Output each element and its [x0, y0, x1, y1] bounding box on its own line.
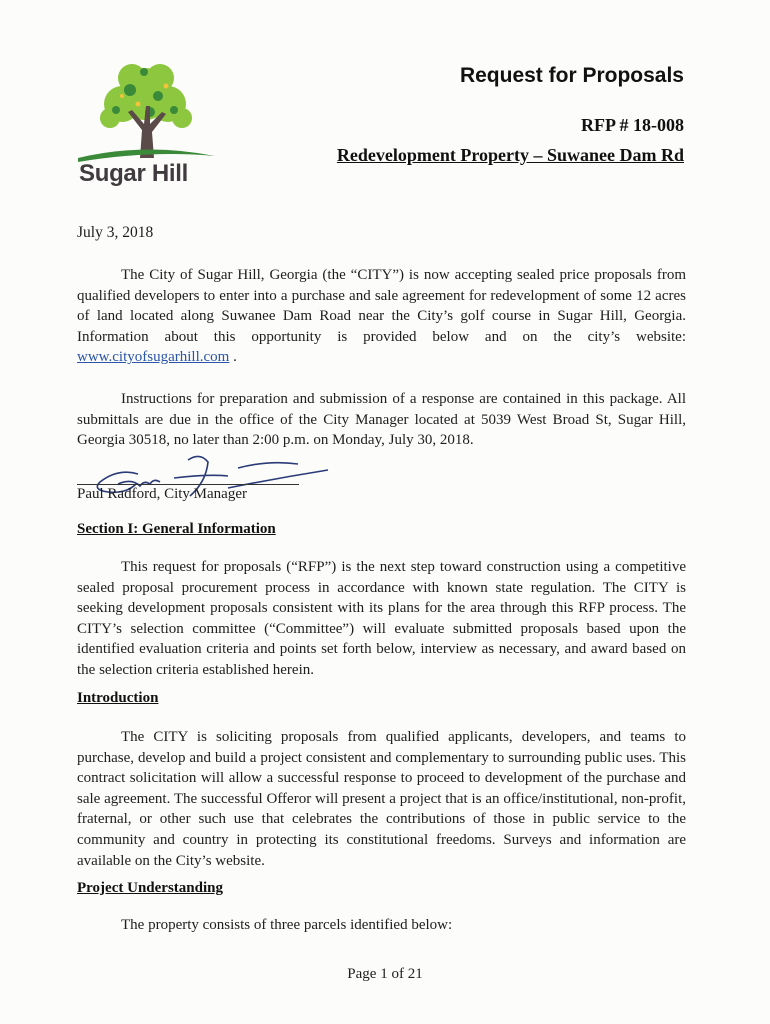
intro-text: The City of Sugar Hill, Georgia (the “CITY”) is now accepting sealed price proposals from qualified developers to enter into a purchase and sale agreement for redevelopment of some 12 acres of land located along Suwanee Dam Road near the City’s golf course in Sugar Hill, Georgia. Information about this opportunity is provided below and on the city’s website:: [77, 267, 686, 345]
signer-name: Paul Radford, City Manager: [77, 486, 247, 502]
website-link[interactable]: www.cityofsugarhill.com: [77, 349, 230, 366]
section-general-body: This request for proposals (“RFP”) is the next step toward construction using a competitive sealed proposal procurement process in accordance with known state regulation. The CITY is seeking development proposals consistent with its plans for the area through this RFP process. The CITY’s selection committee (“Committee”) will evaluate submitted proposals based upon the identified evaluation criteria and points set forth below, interview as necessary, and award based on the selection criteria established herein.: [77, 559, 686, 678]
section-project-title: Project Understanding: [77, 880, 223, 896]
letter-date: July 3, 2018: [77, 224, 154, 241]
intro-paragraph: [77, 265, 686, 368]
rfp-subject: Redevelopment Property – Suwanee Dam Rd: [336, 145, 684, 165]
document-title: Request for Proposals: [459, 64, 684, 87]
intro-end: .: [229, 349, 237, 366]
page-number: Page 1 of 21: [347, 966, 423, 982]
instructions-paragraph: Instructions for preparation and submission of a response are contained in this package. All submittals are due in the office of the City Manager located at 5039 West Broad St, Sugar Hill, Georgia 30518, no later than 2:00 p.m. on Monday, July 30, 2018.: [77, 391, 686, 449]
rfp-number: RFP # 18-008: [581, 115, 684, 135]
section-introduction-body: The CITY is soliciting proposals from qualified applicants, developers, and teams to purchase, develop and build a project consistent and complementary to surrounding public uses. This contract solicitation will allow a successful response to proceed to development of the purchase and sale agreement. The successful Offeror will present a project that is an office/institutional, non-profit, fraternal, or other such use that celebrates the contributions of those in public service to the community and country in protecting its constitutional freedoms. Surveys and information are available on the City’s website.: [77, 729, 686, 869]
signature-line: [77, 484, 299, 485]
logo-wordmark: Sugar Hill: [79, 160, 189, 187]
section-introduction-title: Introduction: [77, 690, 159, 706]
section-general-title: Section I: General Information: [77, 521, 276, 537]
section-project-body: The property consists of three parcels identified below:: [121, 917, 453, 933]
